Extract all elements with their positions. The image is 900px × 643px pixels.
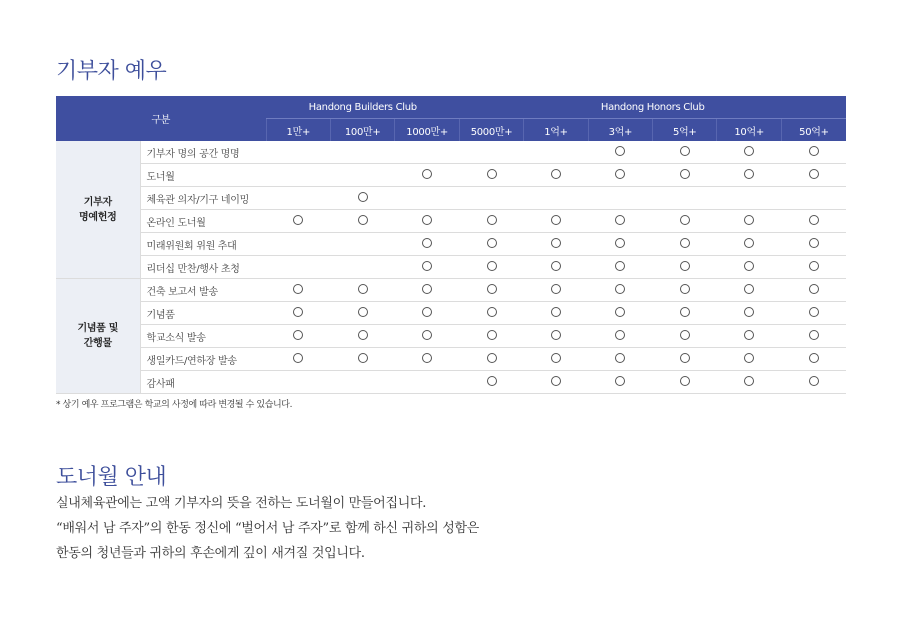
- included-mark-icon: [680, 238, 690, 248]
- amount-header: 1억+: [524, 119, 588, 142]
- benefit-cell: [524, 233, 588, 256]
- benefit-cell: [717, 325, 781, 348]
- category-cell: 기념품 및 간행물: [56, 279, 140, 394]
- benefit-cell: [266, 233, 330, 256]
- benefits-table-body: [56, 141, 846, 394]
- included-mark-icon: [487, 284, 497, 294]
- benefit-cell: [331, 325, 395, 348]
- included-mark-icon: [809, 261, 819, 271]
- included-mark-icon: [551, 307, 561, 317]
- amount-header: 3억+: [588, 119, 652, 142]
- benefit-cell: [588, 141, 652, 164]
- table-row: [56, 164, 846, 187]
- included-mark-icon: [809, 284, 819, 294]
- included-mark-icon: [744, 215, 754, 225]
- benefit-cell: [717, 187, 781, 210]
- benefit-cell: [459, 302, 523, 325]
- included-mark-icon: [744, 376, 754, 386]
- included-mark-icon: [680, 146, 690, 156]
- benefit-item: 온라인 도너월: [140, 210, 266, 233]
- amount-header: 1000만+: [395, 119, 459, 142]
- benefit-cell: [395, 348, 459, 371]
- included-mark-icon: [615, 376, 625, 386]
- donor-benefits-title: 기부자 예우: [56, 59, 167, 84]
- included-mark-icon: [744, 169, 754, 179]
- builders-club-header: Handong Builders Club: [266, 96, 459, 119]
- included-mark-icon: [422, 330, 432, 340]
- table-row: [56, 348, 846, 371]
- benefit-cell: [395, 256, 459, 279]
- benefit-cell: [395, 371, 459, 394]
- benefit-item: 도너월: [140, 164, 266, 187]
- benefit-cell: [331, 279, 395, 302]
- table-row: [56, 141, 846, 164]
- benefit-cell: [266, 210, 330, 233]
- benefit-item: 건축 보고서 발송: [140, 279, 266, 302]
- benefit-cell: [781, 210, 846, 233]
- benefit-item: 미래위원회 위원 추대: [140, 233, 266, 256]
- benefit-cell: [717, 164, 781, 187]
- benefit-cell: [781, 348, 846, 371]
- benefit-cell: [395, 210, 459, 233]
- benefit-cell: [266, 164, 330, 187]
- benefit-cell: [524, 256, 588, 279]
- benefit-cell: [459, 210, 523, 233]
- table-row: [56, 187, 846, 210]
- benefit-cell: [524, 210, 588, 233]
- amount-header: 50억+: [781, 119, 846, 142]
- benefit-cell: [266, 187, 330, 210]
- included-mark-icon: [293, 307, 303, 317]
- included-mark-icon: [551, 169, 561, 179]
- benefit-cell: [459, 325, 523, 348]
- benefit-cell: [524, 348, 588, 371]
- benefit-item: 체육관 의자/기구 네이밍: [140, 187, 266, 210]
- benefit-cell: [395, 141, 459, 164]
- included-mark-icon: [615, 169, 625, 179]
- benefit-cell: [395, 302, 459, 325]
- benefit-cell: [653, 325, 717, 348]
- included-mark-icon: [551, 284, 561, 294]
- benefit-cell: [781, 141, 846, 164]
- benefit-cell: [524, 279, 588, 302]
- benefit-cell: [781, 233, 846, 256]
- benefit-cell: [717, 256, 781, 279]
- included-mark-icon: [680, 169, 690, 179]
- benefit-cell: [459, 233, 523, 256]
- included-mark-icon: [487, 238, 497, 248]
- benefit-cell: [524, 371, 588, 394]
- benefit-cell: [459, 187, 523, 210]
- benefit-cell: [588, 256, 652, 279]
- included-mark-icon: [680, 353, 690, 363]
- included-mark-icon: [422, 353, 432, 363]
- included-mark-icon: [680, 215, 690, 225]
- benefit-cell: [588, 348, 652, 371]
- included-mark-icon: [358, 330, 368, 340]
- included-mark-icon: [358, 353, 368, 363]
- included-mark-icon: [744, 284, 754, 294]
- benefit-cell: [653, 348, 717, 371]
- benefit-cell: [781, 371, 846, 394]
- amount-header: 5000만+: [459, 119, 523, 142]
- benefit-item: 학교소식 발송: [140, 325, 266, 348]
- included-mark-icon: [809, 215, 819, 225]
- benefit-cell: [395, 325, 459, 348]
- benefit-cell: [653, 371, 717, 394]
- benefit-cell: [653, 187, 717, 210]
- included-mark-icon: [487, 169, 497, 179]
- benefit-cell: [331, 348, 395, 371]
- benefit-cell: [588, 187, 652, 210]
- benefit-item: 기념품: [140, 302, 266, 325]
- included-mark-icon: [809, 238, 819, 248]
- included-mark-icon: [293, 330, 303, 340]
- included-mark-icon: [615, 307, 625, 317]
- included-mark-icon: [551, 238, 561, 248]
- included-mark-icon: [809, 307, 819, 317]
- included-mark-icon: [615, 353, 625, 363]
- paragraph-line: 실내체육관에는 고액 기부자의 뜻을 전하는 도너월이 만들어집니다.: [56, 496, 427, 511]
- benefit-cell: [588, 325, 652, 348]
- included-mark-icon: [551, 215, 561, 225]
- included-mark-icon: [487, 353, 497, 363]
- included-mark-icon: [358, 215, 368, 225]
- included-mark-icon: [680, 307, 690, 317]
- included-mark-icon: [680, 330, 690, 340]
- included-mark-icon: [809, 146, 819, 156]
- included-mark-icon: [809, 169, 819, 179]
- benefit-cell: [588, 302, 652, 325]
- included-mark-icon: [744, 261, 754, 271]
- benefit-cell: [588, 210, 652, 233]
- amount-header: 1만+: [266, 119, 330, 142]
- benefits-table: [56, 96, 846, 394]
- included-mark-icon: [744, 330, 754, 340]
- included-mark-icon: [551, 330, 561, 340]
- table-row: [56, 279, 846, 302]
- benefit-cell: [717, 371, 781, 394]
- included-mark-icon: [422, 261, 432, 271]
- benefit-cell: [653, 164, 717, 187]
- benefit-cell: [266, 371, 330, 394]
- table-row: [56, 256, 846, 279]
- included-mark-icon: [422, 215, 432, 225]
- table-row: [56, 325, 846, 348]
- benefit-cell: [331, 371, 395, 394]
- included-mark-icon: [487, 376, 497, 386]
- included-mark-icon: [680, 261, 690, 271]
- benefit-cell: [781, 302, 846, 325]
- included-mark-icon: [422, 284, 432, 294]
- included-mark-icon: [744, 353, 754, 363]
- included-mark-icon: [358, 192, 368, 202]
- table-row: [56, 233, 846, 256]
- benefit-cell: [459, 141, 523, 164]
- benefit-cell: [395, 233, 459, 256]
- benefit-cell: [266, 348, 330, 371]
- included-mark-icon: [744, 146, 754, 156]
- table-row: [56, 210, 846, 233]
- included-mark-icon: [680, 376, 690, 386]
- included-mark-icon: [615, 146, 625, 156]
- included-mark-icon: [358, 284, 368, 294]
- benefit-cell: [588, 371, 652, 394]
- benefit-cell: [266, 325, 330, 348]
- included-mark-icon: [487, 261, 497, 271]
- benefit-cell: [331, 164, 395, 187]
- benefit-cell: [588, 279, 652, 302]
- benefit-cell: [717, 302, 781, 325]
- honors-club-header: Handong Honors Club: [459, 96, 846, 119]
- paragraph-line: 한동의 청년들과 귀하의 후손에게 깊이 새겨질 것입니다.: [56, 546, 365, 561]
- benefit-cell: [717, 348, 781, 371]
- benefit-item: 기부자 명의 공간 명명: [140, 141, 266, 164]
- included-mark-icon: [293, 215, 303, 225]
- benefit-cell: [266, 302, 330, 325]
- category-header: 구분: [56, 96, 266, 141]
- benefit-cell: [331, 233, 395, 256]
- benefit-cell: [653, 302, 717, 325]
- table-row: [56, 371, 846, 394]
- included-mark-icon: [615, 330, 625, 340]
- included-mark-icon: [358, 307, 368, 317]
- included-mark-icon: [551, 261, 561, 271]
- benefit-cell: [459, 348, 523, 371]
- benefit-cell: [331, 187, 395, 210]
- included-mark-icon: [487, 307, 497, 317]
- benefit-cell: [653, 210, 717, 233]
- amount-header: 5억+: [653, 119, 717, 142]
- benefit-cell: [459, 164, 523, 187]
- benefit-item: 리더십 만찬/행사 초청: [140, 256, 266, 279]
- benefit-cell: [331, 302, 395, 325]
- benefit-item: 생일카드/연하장 발송: [140, 348, 266, 371]
- footnote: * 상기 예우 프로그램은 학교의 사정에 따라 변경될 수 있습니다.: [56, 400, 293, 410]
- category-cell: 기부자 명예헌정: [56, 141, 140, 279]
- benefit-cell: [781, 164, 846, 187]
- included-mark-icon: [615, 261, 625, 271]
- benefit-cell: [781, 325, 846, 348]
- included-mark-icon: [422, 307, 432, 317]
- benefit-cell: [459, 256, 523, 279]
- benefit-cell: [653, 279, 717, 302]
- included-mark-icon: [744, 238, 754, 248]
- included-mark-icon: [615, 284, 625, 294]
- benefit-cell: [266, 141, 330, 164]
- included-mark-icon: [680, 284, 690, 294]
- donor-wall-title: 도너월 안내: [56, 465, 167, 490]
- benefit-cell: [717, 233, 781, 256]
- benefit-cell: [717, 210, 781, 233]
- benefit-cell: [459, 371, 523, 394]
- included-mark-icon: [487, 330, 497, 340]
- benefit-cell: [266, 279, 330, 302]
- benefit-cell: [395, 164, 459, 187]
- included-mark-icon: [422, 169, 432, 179]
- paragraph-line: “배워서 남 주자”의 한동 정신에 “벌어서 남 주자”로 함께 하신 귀하의 성함은: [56, 521, 480, 536]
- benefit-item: 감사패: [140, 371, 266, 394]
- benefit-cell: [266, 256, 330, 279]
- benefit-cell: [653, 141, 717, 164]
- included-mark-icon: [293, 284, 303, 294]
- benefit-cell: [331, 210, 395, 233]
- benefit-cell: [653, 233, 717, 256]
- included-mark-icon: [809, 330, 819, 340]
- benefit-cell: [524, 141, 588, 164]
- amount-header: 10억+: [717, 119, 781, 142]
- benefit-cell: [781, 256, 846, 279]
- benefit-cell: [524, 187, 588, 210]
- benefit-cell: [717, 141, 781, 164]
- benefit-cell: [524, 325, 588, 348]
- included-mark-icon: [551, 353, 561, 363]
- included-mark-icon: [615, 215, 625, 225]
- benefit-cell: [588, 233, 652, 256]
- table-row: [56, 302, 846, 325]
- benefit-cell: [781, 279, 846, 302]
- benefit-cell: [781, 187, 846, 210]
- included-mark-icon: [551, 376, 561, 386]
- benefit-cell: [588, 164, 652, 187]
- benefit-cell: [459, 279, 523, 302]
- benefit-cell: [395, 187, 459, 210]
- benefit-cell: [331, 141, 395, 164]
- included-mark-icon: [809, 353, 819, 363]
- benefit-cell: [331, 256, 395, 279]
- included-mark-icon: [487, 215, 497, 225]
- benefit-cell: [395, 279, 459, 302]
- included-mark-icon: [744, 307, 754, 317]
- benefit-cell: [524, 302, 588, 325]
- included-mark-icon: [615, 238, 625, 248]
- benefit-cell: [717, 279, 781, 302]
- amount-header: 100만+: [331, 119, 395, 142]
- benefit-cell: [524, 164, 588, 187]
- benefit-cell: [653, 256, 717, 279]
- included-mark-icon: [809, 376, 819, 386]
- included-mark-icon: [422, 238, 432, 248]
- included-mark-icon: [293, 353, 303, 363]
- donor-wall-description: [56, 491, 479, 566]
